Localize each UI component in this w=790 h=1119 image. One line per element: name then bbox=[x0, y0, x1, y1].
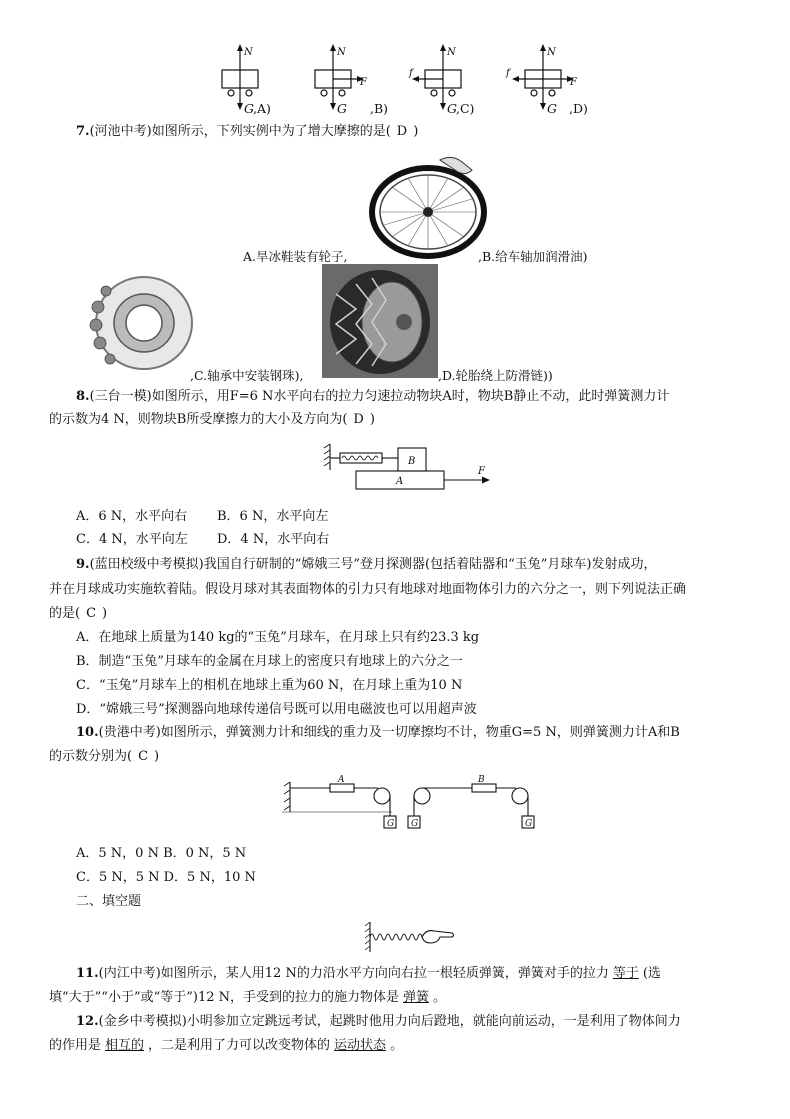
q8-option-A: A．6 N，水平向右 bbox=[76, 509, 188, 524]
q9-answer: C bbox=[86, 606, 97, 621]
q10-options-row1: A．5 N，0 N B．0 N，5 N bbox=[76, 846, 247, 861]
svg-text:N: N bbox=[337, 47, 346, 58]
q6-B-caption: ,B) bbox=[370, 101, 389, 116]
svg-text:F: F bbox=[360, 77, 367, 88]
q6-C-caption: ,C) bbox=[456, 101, 475, 116]
svg-text:G: G bbox=[387, 819, 395, 829]
svg-text:N: N bbox=[547, 47, 556, 58]
q9-line1: 9.(蓝田校级中考模拟)我国自行研制的“嫦娥三号”登月探测器(包括着陆器和“玉兔”月球车)发射成功， bbox=[76, 557, 657, 572]
q11-line1: 11.(内江中考)如图所示，某人用12 N的力沿水平方向向右拉一根轻质弹簧，弹簧对手的拉力 等于 (选 bbox=[76, 966, 661, 981]
q11-blank1: 等于 bbox=[612, 966, 639, 981]
q8-line1: 8.(三台一模)如图所示，用F=6 N水平向右的拉力匀速拉动物块A时，物块B静止不动，此时弹簧测力计 bbox=[76, 389, 670, 404]
q10-line1: 10.(贵港中考)如图所示，弹簧测力计和细线的重力及一切摩擦均不计，物重G=5 N，则弹簧测力计A和B bbox=[76, 725, 680, 740]
q7-question: 7.(河池中考)如图所示，下列实例中为了增大摩擦的是( D ) bbox=[76, 124, 419, 139]
q8-line2: 的示数为4 N，则物块B所受摩擦力的大小及方向为( D ) bbox=[49, 412, 375, 427]
q6-A-label: G bbox=[244, 101, 254, 116]
q12-line1: 12.(金乡中考模拟)小明参加立定跳远考试，起跳时他用力向后蹬地，就能向前运动，一是利用了物体间力 bbox=[76, 1014, 681, 1029]
q10-figure bbox=[282, 772, 542, 832]
q8-option-D: D．4 N，水平向右 bbox=[217, 532, 330, 547]
svg-text:G: G bbox=[525, 819, 533, 829]
q6-D-caption: ,D) bbox=[569, 101, 588, 116]
svg-text:B: B bbox=[478, 775, 485, 785]
q7-answer: D bbox=[396, 124, 408, 139]
bearing-image bbox=[76, 267, 196, 377]
svg-text:F: F bbox=[570, 77, 577, 88]
bicycle-wheel-image bbox=[368, 152, 488, 262]
q7-option-A: A.旱冰鞋装有轮子, bbox=[243, 249, 348, 264]
q7-option-B: ,B.给车轴加润滑油) bbox=[478, 249, 588, 264]
q9-line3: 的是( C ) bbox=[49, 606, 108, 621]
q11-line2: 填“大于”“小于”或“等于”)12 N，手受到的拉力的施力物体是 弹簧 。 bbox=[49, 990, 447, 1005]
q9-line2: 并在月球成功实施软着陆。假设月球对其表面物体的引力只有地球对地面物体引力的六分之一，则下列说法正确 bbox=[49, 582, 687, 597]
q8-option-C: C．4 N，水平向左 bbox=[76, 532, 188, 547]
q9-option-A: A．在地球上质量为140 kg的“玉兔”月球车，在月球上只有约23.3 kg bbox=[76, 630, 480, 645]
q10-answer: C bbox=[138, 749, 149, 764]
q12-blank2: 运动状态 bbox=[334, 1038, 387, 1053]
q7-option-D: ,D.轮胎绕上防滑链)) bbox=[438, 368, 553, 383]
label-N: N bbox=[244, 47, 253, 58]
svg-text:F: F bbox=[478, 466, 485, 477]
q12-line2: 的作用是 相互的 ，二是利用了力可以改变物体的 运动状态 。 bbox=[49, 1038, 404, 1053]
q11-spring-hand-figure bbox=[364, 920, 456, 954]
svg-text:B: B bbox=[408, 456, 416, 467]
q12-blank1: 相互的 bbox=[105, 1038, 145, 1053]
svg-text:f: f bbox=[409, 68, 413, 79]
q8-answer: D bbox=[353, 412, 364, 427]
q8-option-B: B．6 N，水平向左 bbox=[217, 509, 329, 524]
q7-option-C: ,C.轴承中安装钢珠), bbox=[190, 368, 304, 383]
q6-A-caption: ,A) bbox=[253, 101, 271, 116]
section-fill-in-heading: 二、填空题 bbox=[76, 894, 142, 909]
svg-text:f: f bbox=[506, 68, 510, 79]
q9-option-D: D．“嫦娥三号”探测器向地球传递信号既可以用电磁波也可以用超声波 bbox=[76, 702, 477, 717]
q9-option-C: C．“玉兔”月球车上的相机在地球上重为60 N，在月球上重为10 N bbox=[76, 678, 463, 693]
q10-options-row2: C．5 N，5 N D．5 N，10 N bbox=[76, 870, 256, 885]
svg-text:N: N bbox=[447, 47, 456, 58]
svg-text:A: A bbox=[396, 476, 404, 487]
q9-option-B: B．制造“玉兔”月球车的金属在月球上的密度只有地球上的六分之一 bbox=[76, 654, 463, 669]
q11-blank2: 弹簧 bbox=[403, 990, 430, 1005]
tire-chain-image bbox=[322, 264, 438, 378]
svg-text:A: A bbox=[338, 775, 345, 785]
q10-line2: 的示数分别为( C ) bbox=[49, 749, 160, 764]
q8-figure bbox=[322, 440, 492, 496]
svg-text:G: G bbox=[411, 819, 419, 829]
